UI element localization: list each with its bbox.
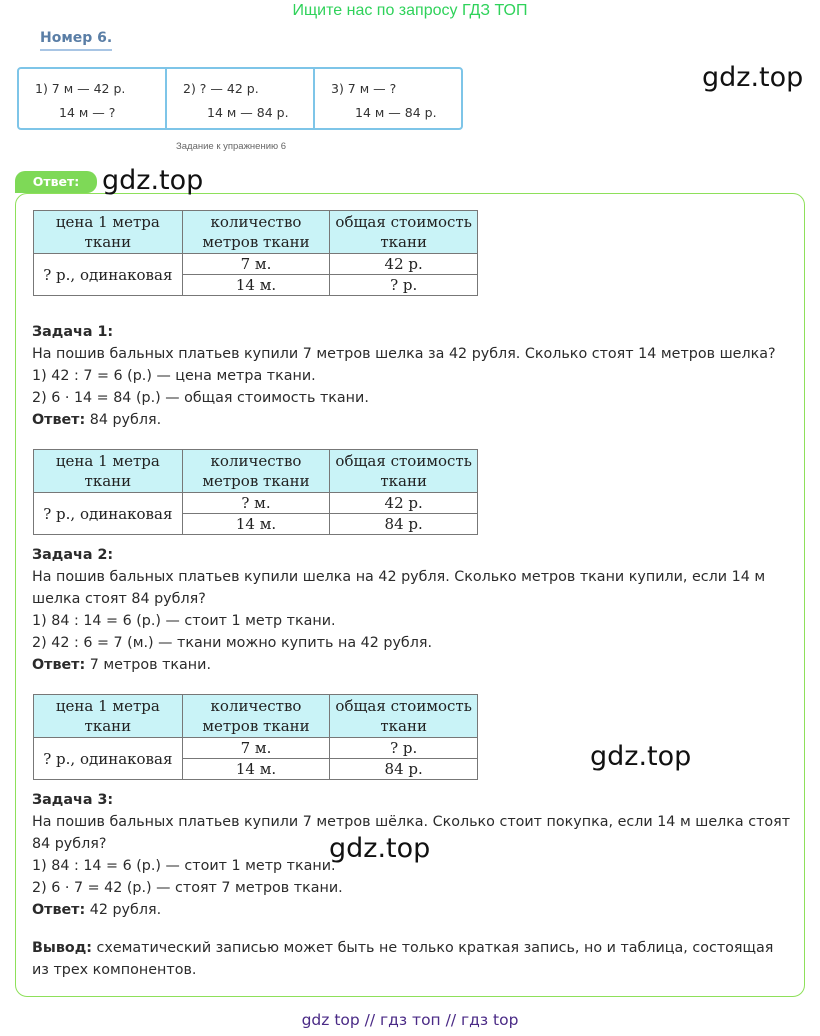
problem-1: [32, 321, 792, 431]
table-cell: 84 р.: [330, 759, 478, 780]
table-cell: ? р.: [330, 738, 478, 759]
solution-step: 1) 84 : 14 = 6 (р.) — стоит 1 метр ткани.: [32, 858, 336, 874]
data-table-3: [33, 694, 478, 780]
problem-title: Задача 1:: [32, 324, 114, 340]
table-cell: 14 м.: [182, 275, 330, 296]
task-line: 3) 7 м — ?: [331, 81, 397, 96]
table-header-cell: количество метров ткани: [182, 450, 330, 493]
table-header-cell: количество метров ткани: [182, 211, 330, 254]
problem-title: Задача 3:: [32, 792, 114, 808]
watermark: gdz.top: [590, 741, 692, 772]
table-cell: 84 р.: [330, 514, 478, 535]
search-banner: Ищите нас по запросу ГДЗ ТОП: [292, 2, 528, 19]
answer-label: Ответ:: [32, 902, 86, 918]
solution-step: 1) 84 : 14 = 6 (р.) — стоит 1 метр ткани.: [32, 613, 336, 629]
answer-value: 84 рубля.: [89, 412, 162, 428]
table-cell: 42 р.: [330, 493, 478, 514]
answer-label: Ответ:: [32, 412, 86, 428]
conclusion-label: Вывод:: [32, 940, 92, 956]
task-line: 1) 7 м — 42 р.: [35, 81, 126, 96]
conclusion: [32, 937, 792, 981]
task-line: 2) ? — 42 р.: [183, 81, 259, 96]
table-header-cell: цена 1 метра ткани: [34, 211, 183, 254]
table-header-cell: общая стоимость ткани: [330, 211, 478, 254]
answer-value: 42 рубля.: [89, 902, 162, 918]
table-header-cell: количество метров ткани: [182, 695, 330, 738]
answer-value: 7 метров ткани.: [89, 657, 211, 673]
table-cell: ? р., одинаковая: [34, 254, 183, 296]
footer-links[interactable]: gdz top // гдз топ // гдз top: [301, 1011, 519, 1029]
problem-statement: На пошив бальных платьев купили шелка на 42 рубля. Сколько метров ткани купили, если 14 м шелка стоят 84 рубля?: [32, 569, 766, 607]
answer-label: Ответ:: [32, 657, 86, 673]
watermark: gdz.top: [102, 165, 204, 196]
table-header-cell: общая стоимость ткани: [330, 450, 478, 493]
table-cell: 42 р.: [330, 254, 478, 275]
solution-step: 1) 42 : 7 = 6 (р.) — цена метра ткани.: [32, 368, 316, 384]
table-cell: 14 м.: [182, 514, 330, 535]
solution-step: 2) 6 · 7 = 42 (р.) — стоят 7 метров ткани.: [32, 880, 343, 896]
table-cell: ? р., одинаковая: [34, 493, 183, 535]
problem-title: Задача 2:: [32, 547, 114, 563]
table-header-cell: общая стоимость ткани: [330, 695, 478, 738]
task-line: 14 м — 84 р.: [355, 105, 437, 120]
table-cell: ? р.: [330, 275, 478, 296]
table-header-cell: цена 1 метра ткани: [34, 695, 183, 738]
table-cell: ? р., одинаковая: [34, 738, 183, 780]
exercise-number[interactable]: Номер 6.: [40, 30, 112, 51]
task-cell-1: [19, 69, 167, 128]
problem-statement: На пошив бальных платьев купили 7 метров шёлка. Сколько стоит покупка, если 14 м шелка стоят 84 рубля?: [32, 814, 791, 852]
watermark: gdz.top: [702, 62, 804, 93]
image-caption: Задание к упражнению 6: [176, 141, 287, 152]
task-line: 14 м — 84 р.: [207, 105, 289, 120]
table-cell: 7 м.: [182, 738, 330, 759]
table-cell: 14 м.: [182, 759, 330, 780]
solution-step: 2) 42 : 6 = 7 (м.) — ткани можно купить на 42 рубля.: [32, 635, 433, 651]
task-cell-3: [315, 69, 461, 128]
conclusion-text: схематический записью может быть не только краткая запись, но и таблица, состоящая из трех компонентов.: [32, 940, 774, 978]
data-table-1: [33, 210, 478, 296]
answer-badge: Ответ:: [15, 171, 97, 193]
task-line: 14 м — ?: [59, 105, 116, 120]
task-image: [17, 67, 463, 130]
data-table-2: [33, 449, 478, 535]
table-cell: 7 м.: [182, 254, 330, 275]
table-header-cell: цена 1 метра ткани: [34, 450, 183, 493]
task-cell-2: [167, 69, 315, 128]
problem-2: [32, 544, 792, 676]
table-cell: ? м.: [182, 493, 330, 514]
watermark: gdz.top: [329, 833, 431, 864]
solution-step: 2) 6 · 14 = 84 (р.) — общая стоимость ткани.: [32, 390, 369, 406]
problem-statement: На пошив бальных платьев купили 7 метров шелка за 42 рубля. Сколько стоят 14 метров шелка?: [32, 346, 776, 362]
